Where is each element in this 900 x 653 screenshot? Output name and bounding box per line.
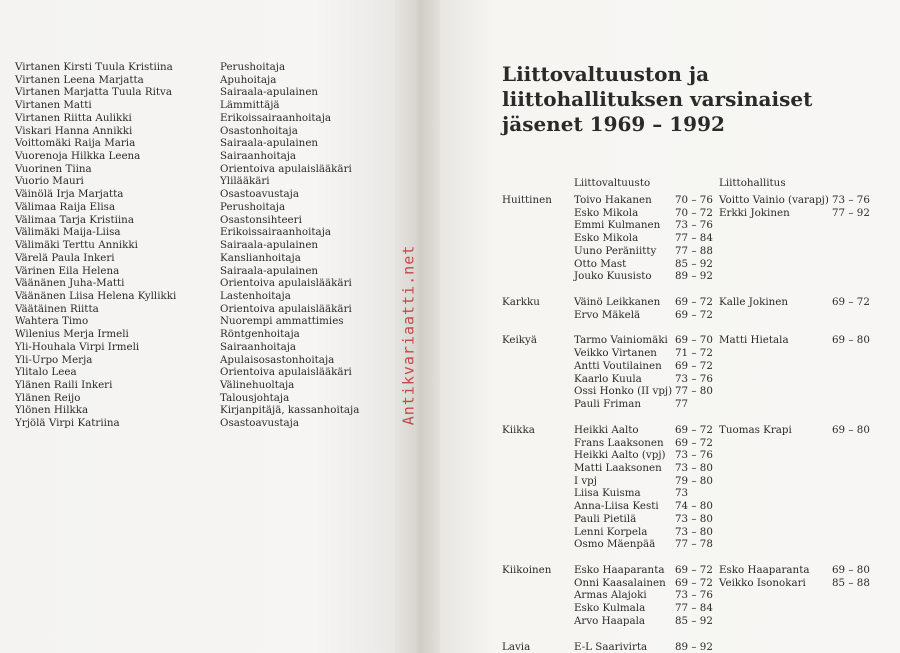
council-member: Heikki Aalto [574,423,639,436]
occupation: Orientoiva apulaislääkäri [220,302,352,315]
person-name: Vuorio Mauri [15,175,84,188]
council-member: I vpj [574,474,597,487]
occupation: Välinehuoltaja [220,379,295,391]
council-member: Veikko Virtanen [574,347,657,360]
council-years: 69 – 72 [675,564,713,576]
person-name: Wilenius Merja Irmeli [15,328,129,341]
council-member: Otto Mast [574,257,627,270]
council-years: 69 – 72 [675,308,713,321]
council-member: Väinö Leikkanen [574,296,661,309]
occupation: Sairaanhoitaja [220,340,297,353]
council-years: 73 – 80 [675,512,713,525]
board-member: Esko Haaparanta [719,564,810,576]
council-years: 73 – 76 [675,219,713,232]
occupation: Talousjohtaja [220,391,290,404]
council-member: Kaarlo Kuula [574,372,642,385]
title-line: jäsenet 1969 – 1992 [502,112,725,136]
occupation: Apuhoitaja [220,73,277,86]
council-years: 74 – 80 [675,500,713,513]
person-name: Ylänen Raili Inkeri [15,379,113,391]
municipality: Kiikka [502,423,535,436]
person-name: Yrjölä Virpi Katriina [15,417,120,430]
title-line: liittohallituksen varsinaiset [502,87,813,111]
occupation: Lämmittäjä [220,99,280,112]
municipality: Kiikoinen [502,564,552,576]
council-member: Antti Voutilainen [574,359,662,372]
board-member: Erkki Jokinen [719,206,790,219]
board-years: 85 – 88 [832,576,870,589]
council-member: Armas Alajoki [574,589,647,602]
council-member: Toivo Hakanen [574,194,652,206]
council-years: 69 – 72 [675,436,713,449]
council-years: 73 – 80 [675,461,713,474]
person-name: Ylitalo Leea [15,366,77,379]
council-years: 73 – 76 [675,372,713,385]
municipality: Keikyä [502,334,537,347]
council-years: 70 – 72 [675,206,713,219]
council-years: 69 – 72 [675,296,713,309]
council-member: Esko Haaparanta [574,564,665,576]
council-member: Lenni Korpela [574,525,648,538]
occupation: Sairaanhoitaja [220,150,297,163]
occupation: Sairaala-apulainen [220,137,319,150]
board-years: 73 – 76 [832,194,870,206]
council-member: Ossi Honko (II vpj) [574,385,673,398]
council-years: 71 – 72 [675,347,713,360]
board-member: Matti Hietala [719,334,789,347]
council-member: Frans Laaksonen [574,436,664,449]
board-years: 77 – 92 [832,206,870,219]
municipality: Lavia [502,640,531,653]
occupation: Osastoavustaja [220,188,299,201]
board-years: 69 – 80 [832,564,870,576]
board-member: Voitto Vainio (varapj) [719,194,829,206]
council-years: 89 – 92 [675,270,713,283]
person-name: Väänänen Liisa Helena Kyllikki [15,289,177,302]
council-member: Heikki Aalto (vpj) [574,449,666,462]
council-years: 73 [675,487,689,500]
board-member: Tuomas Krapi [719,423,792,436]
person-name: Yli-Urpo Merja [15,353,93,366]
occupation: Kirjanpitäjä, kassanhoitaja [220,404,360,417]
council-years: 77 – 78 [675,538,713,551]
occupation: Ylilääkäri [220,175,270,188]
council-years: 73 – 76 [675,589,713,602]
occupation: Orientoiva apulaislääkäri [220,277,352,290]
council-member: Osmo Mäenpää [574,538,656,551]
board-member: Veikko Isonokari [719,576,806,589]
watermark [388,244,428,426]
municipality: Karkku [502,296,540,309]
council-years: 89 – 92 [675,640,713,653]
column-header-liittovaltuusto: Liittovaltuusto [574,177,651,189]
council-years: 77 – 84 [675,602,713,615]
municipality: Huittinen [502,194,552,206]
occupation: Orientoiva apulaislääkäri [220,162,352,175]
person-name: Virtanen Riitta Aulikki [15,111,132,124]
person-name: Värinen Eila Helena [15,264,120,277]
person-name: Voittomäki Raija Maria [15,137,136,150]
person-name: Väätäinen Riitta [15,302,99,315]
person-name: Virtanen Kirsti Tuula Kristiina [15,61,173,73]
council-member: Pauli Pietilä [574,512,637,525]
page-title [502,62,812,137]
occupation: Apulaisosastonhoitaja [220,353,335,366]
occupation: Perushoitaja [220,200,286,213]
council-member: Arvo Haapala [574,614,646,627]
council-member: E-L Saarivirta [574,640,648,653]
board-years: 69 – 80 [832,334,870,347]
council-years: 77 – 80 [675,385,713,398]
occupation: Nuorempi ammattimies [220,315,344,328]
occupation: Osastonsihteeri [220,213,302,226]
person-name: Väinölä Irja Marjatta [15,188,124,201]
person-name: Välimaa Tarja Kristiina [15,213,134,226]
council-member: Pauli Friman [574,398,641,411]
person-name: Virtanen Matti [15,99,92,112]
person-name: Värelä Paula Inkeri [15,251,115,264]
occupation: Sairaala-apulainen [220,86,319,99]
board-years: 69 – 72 [832,296,870,309]
occupation: Orientoiva apulaislääkäri [220,366,352,379]
watermark-text: Antikvariaatti.net [399,244,417,426]
council-member: Esko Mikola [574,206,639,219]
title-line: Liittovaltuuston ja [502,62,710,86]
council-member: Jouko Kuusisto [574,270,652,283]
person-name: Vuorinen Tiina [15,162,92,175]
council-member: Anna-Liisa Kesti [574,500,659,513]
council-years: 69 – 72 [675,576,713,589]
board-years: 69 – 80 [832,423,870,436]
occupation: Röntgenhoitaja [220,328,300,341]
person-name: Ylänen Reijo [15,391,81,404]
council-member: Tarmo Vainiomäki [574,334,668,347]
council-member: Esko Kulmala [574,602,646,615]
column-header-liittohallitus: Liittohallitus [719,177,786,189]
person-name: Virtanen Marjatta Tuula Ritva [15,86,172,99]
occupation: Lastenhoitaja [220,289,291,302]
person-name: Välimäki Terttu Annikki [15,239,138,252]
occupation: Kanslianhoitaja [220,251,301,264]
person-name: Virtanen Leena Marjatta [15,73,144,86]
council-years: 73 – 76 [675,449,713,462]
council-years: 77 – 84 [675,232,713,245]
council-member: Uuno Peräniitty [574,244,657,257]
person-name: Väänänen Juha-Matti [15,277,125,290]
council-member: Liisa Kuisma [574,487,641,500]
council-member: Matti Laaksonen [574,461,662,474]
occupation: Erikoissairaanhoitaja [220,111,332,124]
person-name: Välimaa Raija Elisa [15,200,116,213]
council-years: 77 – 88 [675,244,713,257]
council-member: Onni Kaasalainen [574,576,666,589]
occupation: Perushoitaja [220,61,286,73]
council-years: 79 – 80 [675,474,713,487]
person-name: Yli-Houhala Virpi Irmeli [15,340,140,353]
person-name: Välimäki Maija-Liisa [15,226,121,239]
occupation: Osastoavustaja [220,417,299,430]
council-member: Esko Mikola [574,232,639,245]
occupation: Sairaala-apulainen [220,239,319,252]
council-years: 85 – 92 [675,257,713,270]
person-name: Viskari Hanna Annikki [15,124,133,137]
occupation: Erikoissairaanhoitaja [220,226,332,239]
council-years: 70 – 76 [675,194,713,206]
council-member: Emmi Kulmanen [574,219,661,232]
council-years: 85 – 92 [675,614,713,627]
board-member: Kalle Jokinen [719,296,789,309]
occupation: Osastonhoitaja [220,124,298,137]
council-years: 69 – 72 [675,359,713,372]
council-years: 73 – 80 [675,525,713,538]
occupation: Sairaala-apulainen [220,264,319,277]
person-name: Ylönen Hilkka [15,404,89,417]
council-member: Ervo Mäkelä [574,308,641,321]
council-years: 69 – 72 [675,423,713,436]
person-name: Vuorenoja Hilkka Leena [15,150,141,163]
council-years: 69 – 70 [675,334,713,347]
council-years: 77 [675,398,689,411]
person-name: Wahtera Timo [15,315,89,328]
